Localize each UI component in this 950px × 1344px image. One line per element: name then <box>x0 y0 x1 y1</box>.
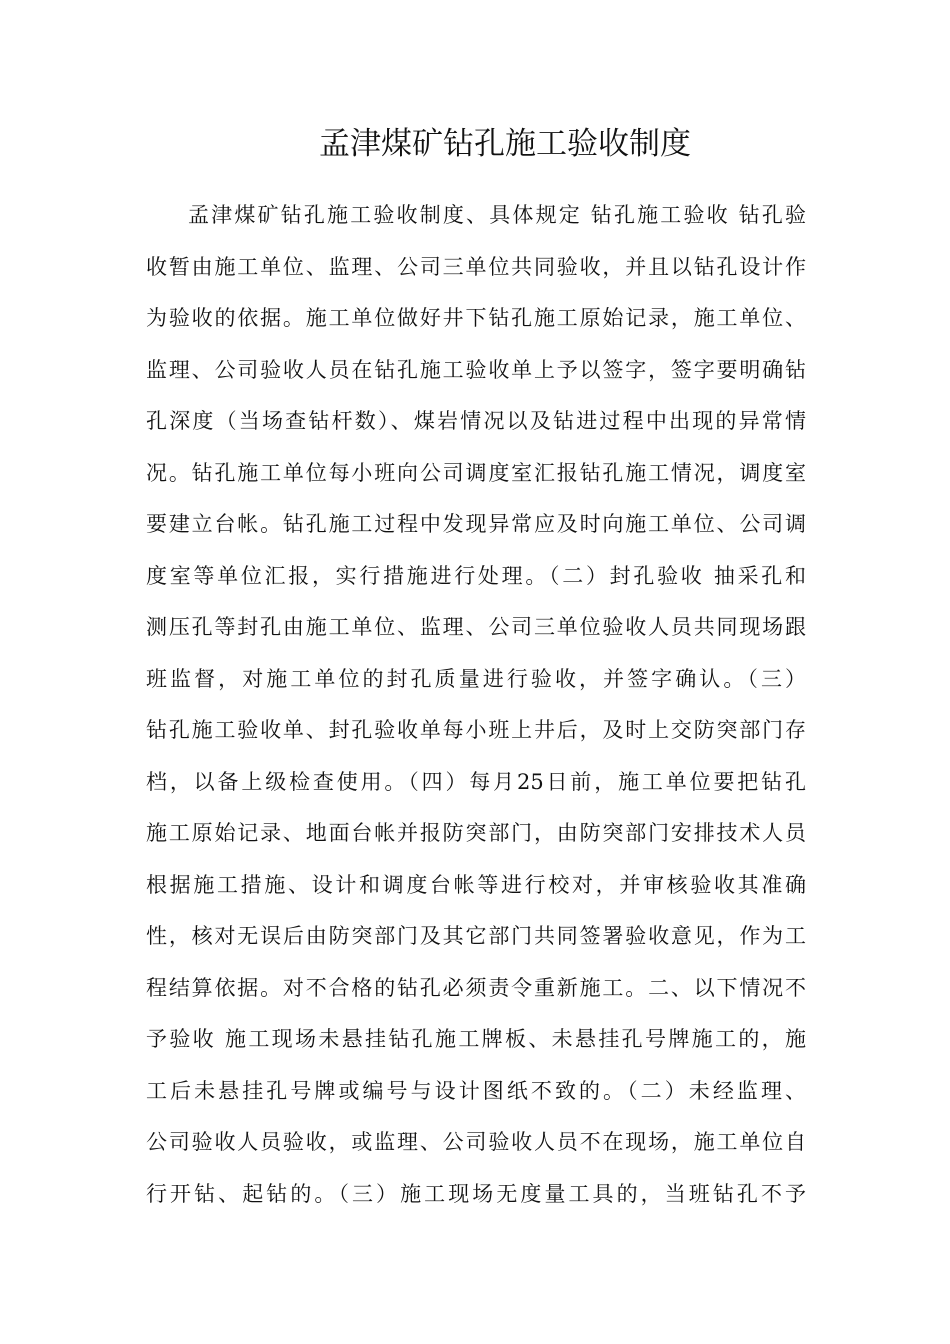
body-line: 予验收 施工现场未悬挂钻孔施工牌板、未悬挂孔号牌施工的，施 <box>146 1027 806 1051</box>
body-line: 孟津煤矿钻孔施工验收制度、具体规定 钻孔施工验收 钻孔验 <box>188 203 806 227</box>
body-line: 钻孔施工验收单、封孔验收单每小班上井后，及时上交防突部门存 <box>146 718 806 742</box>
body-line: 程结算依据。对不合格的钻孔必须责令重新施工。二、以下情况不 <box>146 975 806 1000</box>
body-line: 行开钻、起钻的。（三）施工现场无度量工具的，当班钻孔不予 <box>146 1181 806 1206</box>
body-line: 性，核对无误后由防突部门及其它部门共同签署验收意见，作为工 <box>146 924 806 948</box>
body-line: 要建立台帐。钻孔施工过程中发现异常应及时向施工单位、公司调 <box>146 512 806 536</box>
body-line: 收暂由施工单位、监理、公司三单位共同验收，并且以钻孔设计作 <box>146 254 806 279</box>
body-line: 根据施工措施、设计和调度台帐等进行校对，并审核验收其准确 <box>146 872 806 897</box>
body-line: 工后未悬挂孔号牌或编号与设计图纸不致的。（二）未经监理、 <box>146 1078 806 1103</box>
body-line: 档，以备上级检查使用。（四）每月25日前，施工单位要把钻孔 <box>146 769 806 794</box>
body-line: 公司验收人员验收，或监理、公司验收人员不在现场，施工单位自 <box>146 1130 806 1154</box>
body-line: 为验收的依据。施工单位做好井下钻孔施工原始记录，施工单位、 <box>146 306 806 330</box>
body-line: 孔深度（当场查钻杆数）、煤岩情况以及钻进过程中出现的异常情 <box>146 409 806 433</box>
document-body <box>146 190 806 1220</box>
body-line: 施工原始记录、地面台帐并报防突部门，由防突部门安排技术人员 <box>146 821 806 845</box>
document-title: 孟津煤矿钻孔施工验收制度 <box>319 126 691 162</box>
body-line: 监理、公司验收人员在钻孔施工验收单上予以签字，签字要明确钻 <box>146 357 806 382</box>
body-line: 班监督，对施工单位的封孔质量进行验收，并签字确认。（三） <box>146 666 806 691</box>
body-line: 况。钻孔施工单位每小班向公司调度室汇报钻孔施工情况，调度室 <box>146 460 806 485</box>
body-line: 度室等单位汇报，实行措施进行处理。（二）封孔验收 抽采孔和 <box>146 563 806 588</box>
body-line: 测压孔等封孔由施工单位、监理、公司三单位验收人员共同现场跟 <box>146 615 806 639</box>
